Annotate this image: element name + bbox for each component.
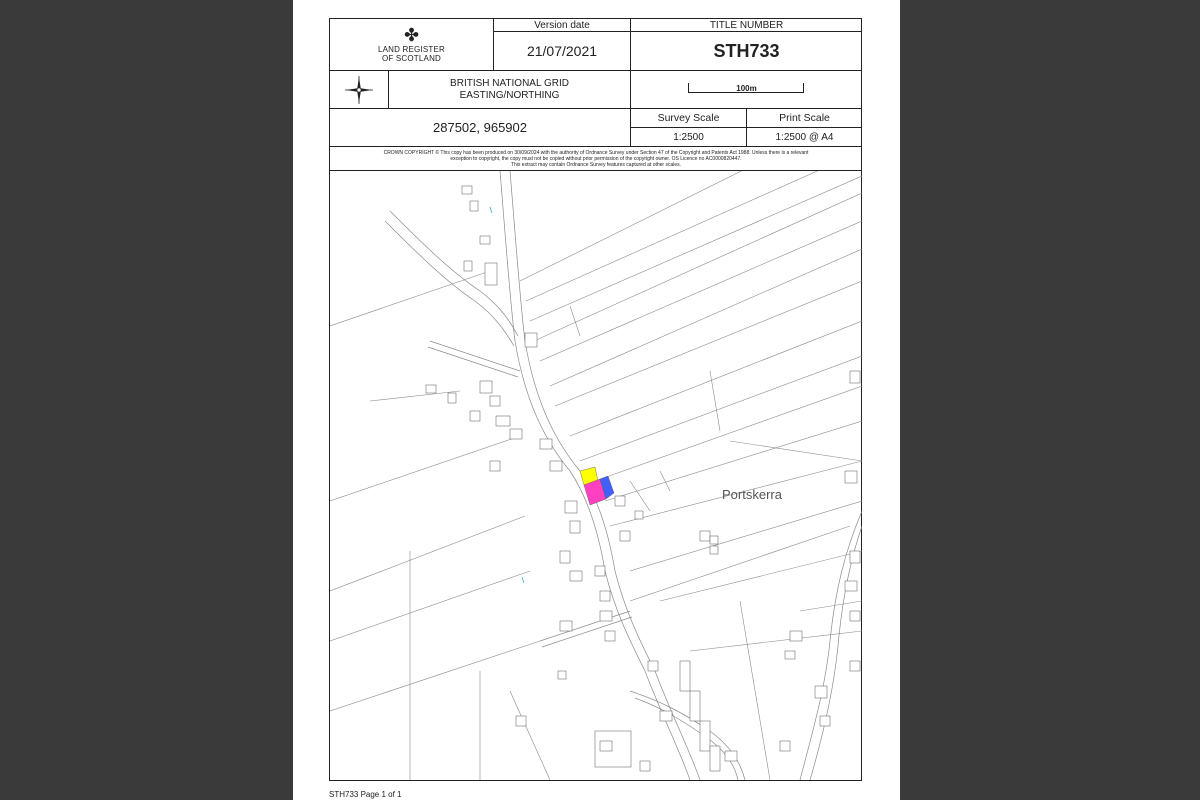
survey-scale-value: 1:2500: [631, 128, 747, 147]
scale-bar-cell: [631, 71, 862, 109]
ordnance-survey-map: [330, 171, 862, 780]
grid-reference-cell: [389, 71, 631, 109]
print-scale-value: 1:2500 @ A4: [747, 128, 862, 147]
version-date-value: 21/07/2021: [494, 32, 631, 71]
grid-line2: EASTING/NORTHING: [459, 89, 560, 101]
logo-cell: [330, 19, 494, 71]
copyright-line3: This extract may contain Ordnance Survey features captured at other scales.: [510, 161, 682, 168]
logo-text-line2: OF SCOTLAND: [381, 53, 442, 63]
north-arrow-icon: [344, 75, 374, 105]
page-footer: STH733 Page 1 of 1: [329, 790, 402, 799]
copyright-line1: CROWN COPYRIGHT © This copy has been produced on 30/09/2024 with the authority of Ordnance Survey under Section 47 of the Copyright and Patents Act 1988. Unless there is a relevant: [383, 149, 809, 156]
map-drawing: [330, 171, 862, 780]
print-scale-label: Print Scale: [747, 109, 862, 128]
version-date-label: Version date: [494, 19, 631, 32]
grid-line1: BRITISH NATIONAL GRID: [450, 77, 569, 89]
survey-scale-label: Survey Scale: [631, 109, 747, 128]
north-arrow-cell: [330, 71, 389, 109]
title-plan-frame: [329, 18, 862, 781]
copyright-line2: exception to copyright, the copy must not be copied without prior permission of the copyright owner. OS Licence no AC0000820447.: [450, 155, 742, 162]
scale-bar-label: 100m: [736, 84, 757, 93]
roads: [385, 171, 862, 780]
land-register-logo-icon: ✤: [403, 24, 420, 45]
logo-text-line1: LAND REGISTER: [377, 44, 446, 54]
title-number-label: TITLE NUMBER: [631, 19, 862, 32]
coordinates-value: 287502, 965902: [330, 109, 631, 147]
document-page: [293, 0, 900, 800]
place-name-portskerra: Portskerra: [722, 487, 782, 502]
copyright-notice: [330, 147, 862, 171]
title-number-value: STH733: [631, 32, 862, 71]
